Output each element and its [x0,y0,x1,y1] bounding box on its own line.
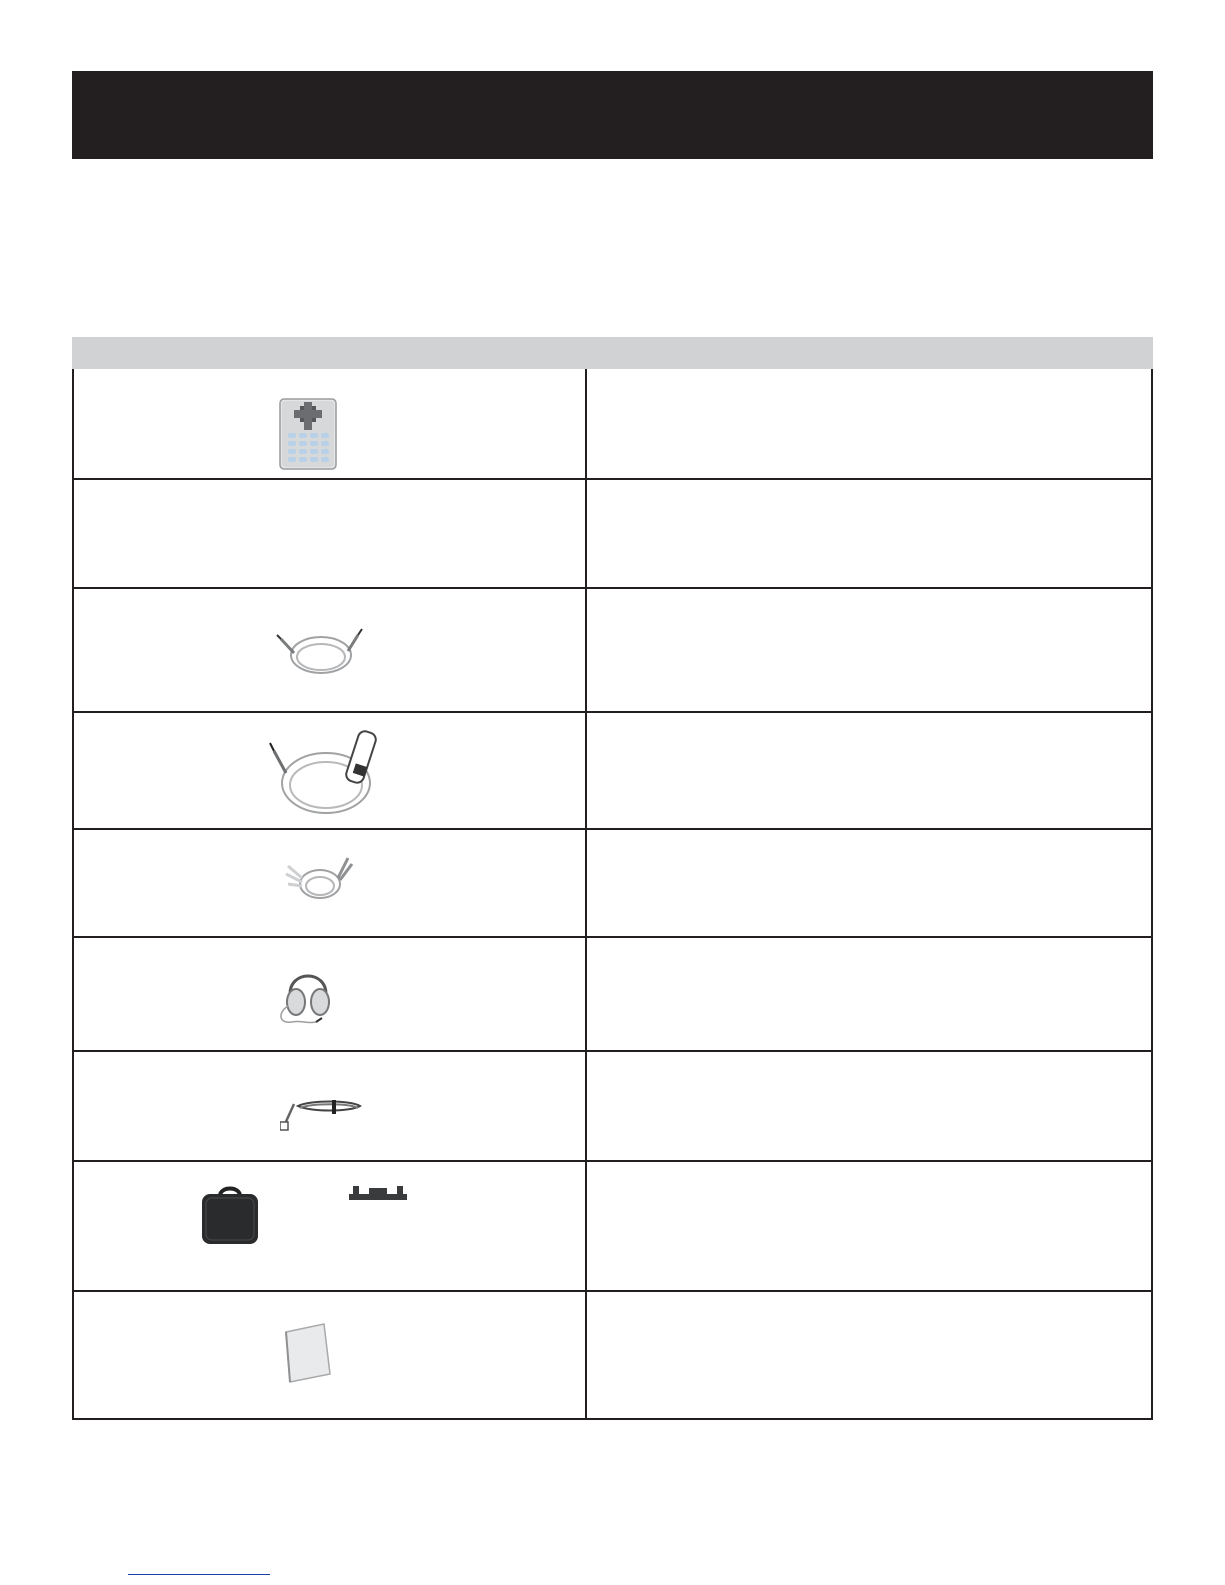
row-description-cell [587,830,1151,936]
header-bar [72,71,1153,159]
row-image-cell [74,480,587,587]
manual-icon [282,1322,336,1384]
table-row [72,713,1153,830]
remote-control-icon [278,397,338,471]
row-image-cell [74,713,587,828]
row-description-cell [587,1162,1151,1290]
row-image-cell [74,589,587,711]
av-cable-icon [282,848,356,908]
row-description-cell [587,1052,1151,1160]
audio-cable-icon [276,625,366,679]
row-description-cell [587,713,1151,828]
table-row [72,480,1153,589]
table-row [72,1292,1153,1420]
headphones-icon [276,962,340,1028]
table-row [72,1052,1153,1162]
table-row [72,1162,1153,1292]
row-description-cell [587,480,1151,587]
mounting-bracket-icon [349,1184,407,1202]
row-image-cell [74,938,587,1050]
row-description-cell [587,589,1151,711]
carrying-case-icon [200,1184,260,1248]
row-image-cell [74,1292,587,1418]
row-description-cell [587,938,1151,1050]
car-adapter-icon [268,725,384,821]
row-description-cell [587,369,1151,478]
row-image-cell [74,830,587,936]
row-description-cell [587,1292,1151,1418]
table-row [72,938,1153,1052]
table-row [72,589,1153,713]
row-image-cell [74,1162,587,1290]
accessories-table [72,337,1153,1420]
power-cord-icon [280,1086,364,1132]
footer-link[interactable] [128,1574,270,1575]
table-row [72,830,1153,938]
table-row [72,369,1153,480]
row-image-cell [74,369,587,478]
row-image-cell [74,1052,587,1160]
table-header [72,337,1153,369]
